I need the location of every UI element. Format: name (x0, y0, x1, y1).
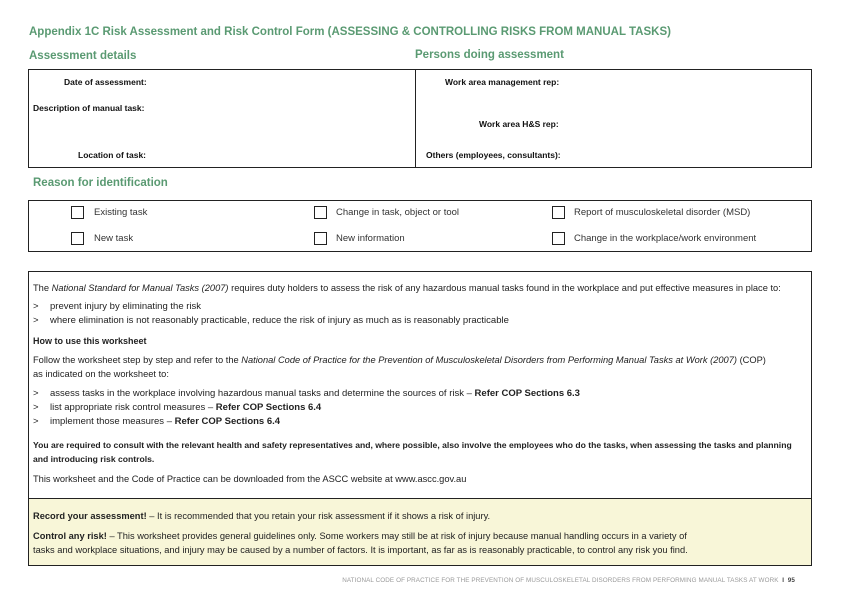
control-body: – This worksheet provides general guidelines only. Some workers may still be at risk of injury because manual handling occurs in a variety of (106, 531, 687, 541)
follow-post: (COP) (736, 355, 766, 365)
intro-post: requires duty holders to assess the risk of any hazardous manual tasks found in the workplace and put effective measures in place to: (228, 283, 781, 293)
follow-cop-title: National Code of Practice for the Prevention of Musculoskeletal Disorders from Performing Manual Tasks at Work (2007) (241, 355, 737, 365)
bullet-ref: Refer COP Sections 6.4 (215, 402, 322, 413)
new-task-checkbox[interactable] (71, 232, 84, 245)
new-information-checkbox[interactable] (314, 232, 327, 245)
record-body: – It is recommended that you retain your risk assessment if it shows a risk of injury. (146, 511, 491, 521)
consult-line1: You are required to consult with the relevant health and safety representatives and, where possible, also involve the employees who do the tasks, when assessing the tasks and planning (33, 440, 792, 450)
bullet-text: assess tasks in the workplace involving hazardous manual tasks and determine the sources of risk – (50, 388, 475, 399)
bullet-marker: > (33, 416, 39, 427)
date-label: Date of assessment: (64, 77, 147, 87)
change-in-task-label: Change in task, object or tool (336, 207, 460, 218)
change-in-task-checkbox[interactable] (314, 206, 327, 219)
intro-pre: The (33, 283, 52, 293)
list-item (33, 388, 580, 399)
page-title: Appendix 1C Risk Assessment and Risk Control Form (ASSESSING & CONTROLLING RISKS FROM MANUAL TASKS) (29, 26, 671, 38)
bullet-marker: > (33, 388, 39, 399)
change-workplace-checkbox[interactable] (552, 232, 565, 245)
new-information-label: New information (336, 233, 405, 244)
new-task-label: New task (94, 233, 134, 244)
follow-line2: as indicated on the worksheet to: (33, 369, 169, 379)
management-rep-label: Work area management rep: (445, 77, 560, 87)
bullet-text: prevent injury by eliminating the risk (50, 301, 202, 312)
intro-standard-title: National Standard for Manual Tasks (2007) (51, 283, 229, 293)
existing-task-checkbox[interactable] (71, 206, 84, 219)
consult-line2: and introducing risk controls. (33, 454, 155, 464)
list-item (33, 315, 509, 326)
download-text: This worksheet and the Code of Practice can be downloaded from the ASCC website at www.ascc.gov.au (33, 474, 467, 484)
assessment-box-divider (415, 70, 416, 167)
bullet-marker: > (33, 402, 39, 413)
assessment-details-heading: Assessment details (29, 50, 137, 62)
existing-task-label: Existing task (94, 207, 148, 218)
hs-rep-label: Work area H&S rep: (479, 119, 559, 129)
bullet-marker: > (33, 301, 39, 312)
msd-report-checkbox[interactable] (552, 206, 565, 219)
control-text (33, 529, 687, 543)
msd-report-label: Report of musculoskeletal disorder (MSD) (574, 207, 751, 218)
bullet-ref: Refer COP Sections 6.4 (174, 416, 281, 427)
follow-text (33, 353, 766, 367)
bullet-text: where elimination is not reasonably practicable, reduce the risk of injury as much as is reasonably practicable (50, 315, 509, 326)
page-number: 95 (787, 577, 795, 584)
persons-heading: Persons doing assessment (415, 49, 564, 61)
reason-heading: Reason for identification (33, 177, 168, 189)
control-text-line2: tasks and workplace situations, and injury may be caused by a number of factors. It is important, as far as is reasonably practicable, to control any risk you find. (33, 545, 688, 555)
change-workplace-label: Change in the workplace/work environment (574, 233, 757, 244)
footer-separator: I (782, 577, 785, 584)
bullet-ref: Refer COP Sections 6.3 (474, 388, 580, 399)
bullet-text: implement those measures – (50, 416, 175, 427)
howto-heading: How to use this worksheet (33, 336, 147, 346)
bullet-marker: > (33, 315, 39, 326)
footer-text: NATIONAL CODE OF PRACTICE FOR THE PREVENTION OF MUSCULOSKELETAL DISORDERS FROM PERFORMING MANUAL TASKS AT WORK (342, 577, 779, 584)
list-item (33, 402, 321, 413)
bullet-text: list appropriate risk control measures – (50, 402, 216, 413)
list-item (33, 416, 280, 427)
location-label: Location of task: (78, 150, 147, 160)
list-item (33, 301, 201, 312)
description-label: Description of manual task: (33, 103, 145, 113)
record-heading: Record your assessment! (33, 511, 147, 521)
record-text (33, 509, 490, 523)
follow-pre: Follow the worksheet step by step and refer to the (33, 355, 242, 365)
control-heading: Control any risk! (33, 531, 107, 541)
intro-text (33, 281, 781, 295)
page-footer (342, 577, 795, 584)
others-label: Others (employees, consultants): (426, 150, 561, 160)
